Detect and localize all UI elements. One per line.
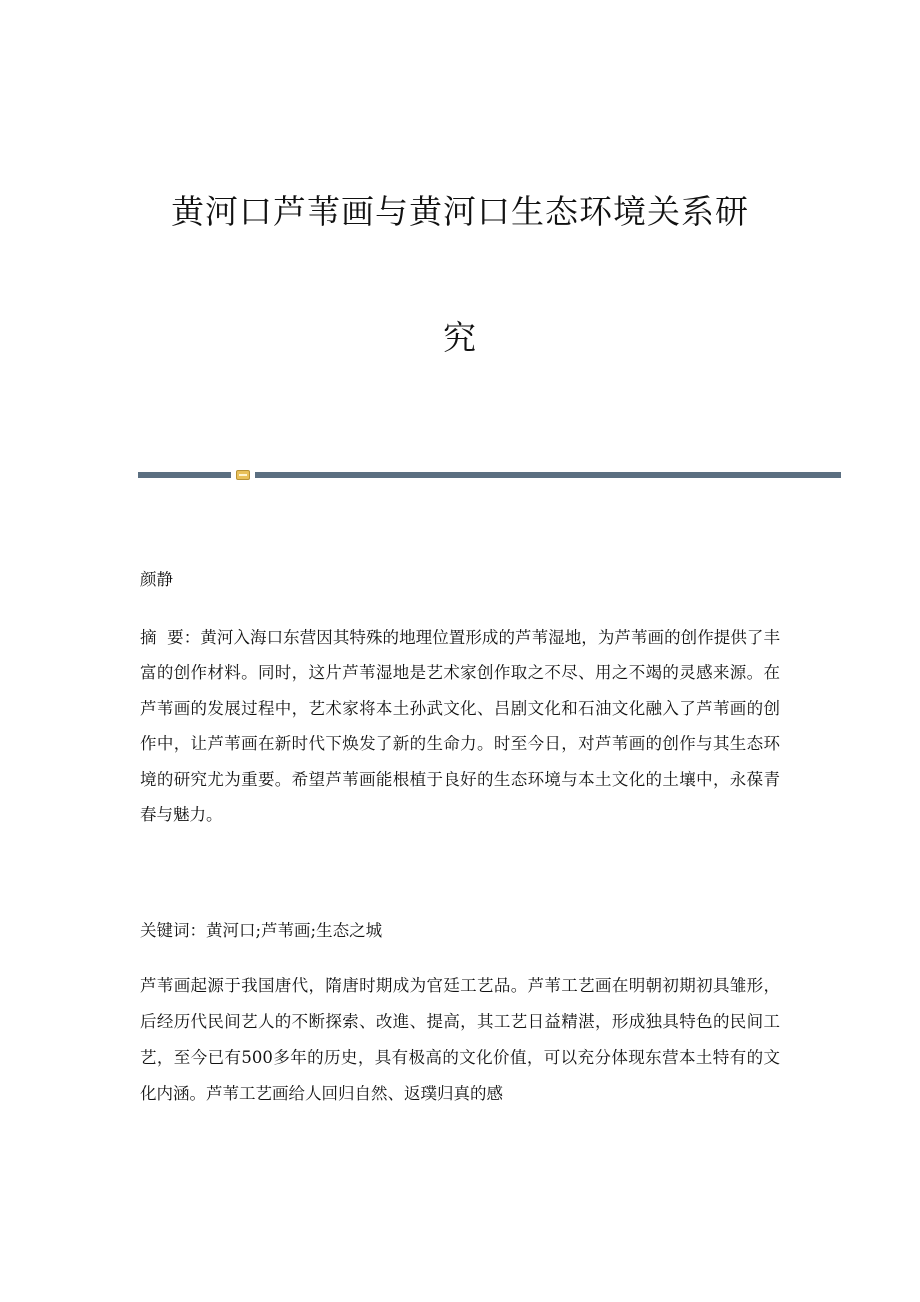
title-divider: [138, 470, 841, 479]
divider-ornament-icon: [236, 470, 250, 480]
keywords-line: 关键词：黄河口;芦苇画;生态之城: [140, 921, 383, 940]
abstract-paragraph: 摘 要：黄河入海口东营因其特殊的地理位置形成的芦苇湿地，为芦苇画的创作提供了丰富的创作材料。同时，这片芦苇湿地是艺术家创作取之不尽、用之不竭的灵感来源。在芦苇画的发展过程中，艺术家将本土孙武文化、吕剧文化和石油文化融入了芦苇画的创作中，让芦苇画在新时代下焕发了新的生命力。时至今日，对芦苇画的创作与其生态环境的研究尤为重要。希望芦苇画能根植于良好的生态环境与本土文化的土壤中，永葆青春与魅力。: [140, 628, 780, 825]
paper-title-line-1: 黄河口芦苇画与黄河口生态环境关系研: [171, 192, 749, 231]
divider-bar-right: [255, 472, 841, 478]
paper-title-line-2: 究: [443, 318, 477, 357]
body-paragraph: 芦苇画起源于我国唐代，隋唐时期成为官廷工艺品。芦苇工艺画在明朝初期初具雏形，后经历代民间艺人的不断探索、改進、提高，其工艺日益精湛，形成独具特色的民间工艺，至今已有500多年的历史，具有极高的文化价值，可以充分体现东营本土特有的文化内涵。芦苇工艺画给人回归自然、返璞归真的感: [140, 976, 780, 1103]
author-name: 颜静: [140, 570, 173, 589]
divider-bar-left: [138, 472, 231, 478]
